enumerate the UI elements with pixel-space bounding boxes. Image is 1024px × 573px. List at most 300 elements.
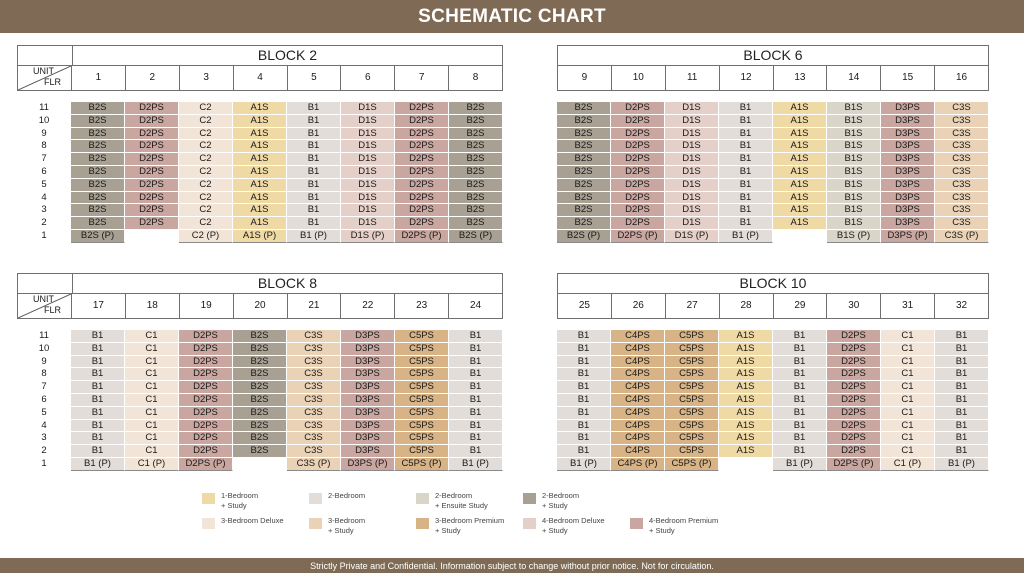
unit-cell[interactable]: C3S	[287, 445, 341, 458]
unit-cell[interactable]: B1	[71, 420, 125, 433]
unit-cell[interactable]: D1S	[341, 166, 395, 179]
unit-cell[interactable]: D3PS	[881, 102, 935, 115]
unit-cell[interactable]: D2PS	[611, 115, 665, 128]
unit-cell[interactable]: B2S (P)	[449, 230, 503, 243]
unit-cell[interactable]: B2S	[233, 432, 287, 445]
unit-cell[interactable]: B2S	[71, 115, 125, 128]
unit-cell[interactable]: B1	[287, 192, 341, 205]
unit-cell[interactable]: D2PS	[827, 420, 881, 433]
unit-cell[interactable]: A1S	[233, 204, 287, 217]
unit-cell[interactable]: B1	[71, 381, 125, 394]
unit-cell[interactable]: D2PS	[827, 445, 881, 458]
unit-cell[interactable]: D1S	[341, 179, 395, 192]
unit-cell[interactable]: B1	[719, 102, 773, 115]
unit-cell[interactable]: C3S	[935, 102, 989, 115]
unit-cell[interactable]: A1S	[233, 166, 287, 179]
unit-cell[interactable]: C5PS	[395, 407, 449, 420]
unit-cell[interactable]: A1S	[773, 192, 827, 205]
unit-cell[interactable]: B1	[773, 368, 827, 381]
unit-cell[interactable]: C3S	[287, 343, 341, 356]
unit-cell[interactable]: B1	[71, 445, 125, 458]
unit-cell[interactable]: B1	[935, 445, 989, 458]
unit-cell[interactable]: B1	[557, 343, 611, 356]
unit-cell[interactable]: C2	[179, 217, 233, 230]
unit-cell[interactable]: D1S	[665, 166, 719, 179]
unit-cell[interactable]: B1	[935, 394, 989, 407]
unit-cell[interactable]: B1	[719, 115, 773, 128]
unit-cell[interactable]: C3S	[935, 217, 989, 230]
unit-cell[interactable]: D2PS	[395, 217, 449, 230]
unit-cell[interactable]: B2S	[449, 102, 503, 115]
unit-cell[interactable]: B2S	[449, 166, 503, 179]
unit-cell[interactable]: C5PS	[665, 368, 719, 381]
unit-cell[interactable]: D2PS	[827, 394, 881, 407]
unit-cell[interactable]: C5PS (P)	[665, 458, 719, 471]
unit-cell[interactable]: C3S	[935, 128, 989, 141]
unit-cell[interactable]: D2PS	[395, 166, 449, 179]
unit-cell[interactable]: C4PS	[611, 381, 665, 394]
unit-cell[interactable]: C5PS	[665, 445, 719, 458]
unit-cell[interactable]: B1	[557, 432, 611, 445]
unit-cell[interactable]: B2S	[557, 179, 611, 192]
unit-cell[interactable]: C3S	[935, 153, 989, 166]
unit-cell[interactable]: B1	[449, 381, 503, 394]
unit-cell[interactable]: B1	[287, 217, 341, 230]
unit-cell[interactable]: D1S	[665, 128, 719, 141]
unit-cell[interactable]: B2S	[233, 330, 287, 343]
unit-cell[interactable]: B2S	[233, 407, 287, 420]
unit-cell[interactable]: C1	[881, 445, 935, 458]
unit-cell[interactable]: D3PS	[881, 153, 935, 166]
unit-cell[interactable]: D2PS	[827, 330, 881, 343]
unit-cell[interactable]: C3S	[287, 330, 341, 343]
unit-cell[interactable]: C5PS	[395, 368, 449, 381]
unit-cell[interactable]: D2PS	[179, 330, 233, 343]
unit-cell[interactable]: D1S	[341, 128, 395, 141]
unit-cell[interactable]: B1S	[827, 102, 881, 115]
unit-cell[interactable]: A1S	[233, 102, 287, 115]
unit-cell[interactable]: B1 (P)	[557, 458, 611, 471]
unit-cell[interactable]: B2S	[233, 381, 287, 394]
unit-cell[interactable]: B1	[449, 445, 503, 458]
unit-cell[interactable]: D1S	[665, 217, 719, 230]
unit-cell[interactable]: D2PS	[827, 356, 881, 369]
unit-cell[interactable]: B1S	[827, 115, 881, 128]
unit-cell[interactable]: B2S	[449, 204, 503, 217]
unit-cell[interactable]: C3S	[935, 115, 989, 128]
unit-cell[interactable]: D3PS	[341, 445, 395, 458]
unit-cell[interactable]: A1S	[773, 166, 827, 179]
unit-cell[interactable]: D2PS	[395, 153, 449, 166]
unit-cell[interactable]: C1	[125, 394, 179, 407]
unit-cell[interactable]: B1	[719, 192, 773, 205]
unit-cell[interactable]: D3PS	[341, 356, 395, 369]
unit-cell[interactable]: B1	[935, 407, 989, 420]
unit-cell[interactable]: D3PS	[881, 166, 935, 179]
unit-cell[interactable]: A1S (P)	[233, 230, 287, 243]
unit-cell[interactable]: B2S	[557, 192, 611, 205]
unit-cell[interactable]: D2PS	[395, 140, 449, 153]
unit-cell[interactable]: A1S	[773, 102, 827, 115]
unit-cell[interactable]: C5PS	[395, 381, 449, 394]
unit-cell[interactable]: D2PS	[611, 128, 665, 141]
unit-cell[interactable]: C4PS	[611, 445, 665, 458]
unit-cell[interactable]: B1	[557, 407, 611, 420]
unit-cell[interactable]: B1	[557, 394, 611, 407]
unit-cell[interactable]: C4PS	[611, 407, 665, 420]
unit-cell[interactable]: B2S	[449, 140, 503, 153]
unit-cell[interactable]: B2S	[71, 204, 125, 217]
unit-cell[interactable]: C1	[881, 432, 935, 445]
unit-cell[interactable]: D2PS	[611, 153, 665, 166]
unit-cell[interactable]: D2PS	[611, 204, 665, 217]
unit-cell[interactable]: C1	[881, 356, 935, 369]
unit-cell[interactable]: C1	[881, 368, 935, 381]
unit-cell[interactable]: D2PS	[125, 128, 179, 141]
unit-cell[interactable]: D3PS	[881, 192, 935, 205]
unit-cell[interactable]: D2PS	[179, 432, 233, 445]
unit-cell[interactable]: C3S (P)	[287, 458, 341, 471]
unit-cell[interactable]: B1	[287, 166, 341, 179]
unit-cell[interactable]: A1S	[233, 153, 287, 166]
unit-cell[interactable]: C4PS	[611, 432, 665, 445]
unit-cell[interactable]: D3PS	[881, 128, 935, 141]
unit-cell[interactable]: C5PS	[665, 394, 719, 407]
unit-cell[interactable]: C2	[179, 128, 233, 141]
unit-cell[interactable]: D1S	[665, 140, 719, 153]
unit-cell[interactable]: D2PS	[125, 217, 179, 230]
unit-cell[interactable]: B1	[287, 140, 341, 153]
unit-cell[interactable]: C5PS	[395, 432, 449, 445]
unit-cell[interactable]: C1 (P)	[125, 458, 179, 471]
unit-cell[interactable]: C1	[125, 330, 179, 343]
unit-cell[interactable]: B1	[449, 330, 503, 343]
unit-cell[interactable]: C3S	[935, 204, 989, 217]
unit-cell[interactable]: C4PS	[611, 356, 665, 369]
unit-cell[interactable]: C1	[881, 381, 935, 394]
unit-cell[interactable]: D2PS	[179, 394, 233, 407]
unit-cell[interactable]: A1S	[233, 192, 287, 205]
unit-cell[interactable]: A1S	[233, 115, 287, 128]
unit-cell[interactable]: B1	[719, 128, 773, 141]
unit-cell[interactable]: B1	[71, 343, 125, 356]
unit-cell[interactable]: C3S (P)	[935, 230, 989, 243]
unit-cell[interactable]: B1	[449, 432, 503, 445]
unit-cell[interactable]: A1S	[719, 432, 773, 445]
unit-cell[interactable]: B2S	[557, 166, 611, 179]
unit-cell[interactable]: B1	[449, 356, 503, 369]
unit-cell[interactable]: D3PS	[341, 343, 395, 356]
unit-cell[interactable]: B1	[557, 420, 611, 433]
unit-cell[interactable]: B2S	[557, 140, 611, 153]
unit-cell[interactable]: C3S	[287, 356, 341, 369]
unit-cell[interactable]: D1S	[665, 102, 719, 115]
unit-cell[interactable]: D3PS	[341, 407, 395, 420]
unit-cell[interactable]: C4PS (P)	[611, 458, 665, 471]
unit-cell[interactable]: D2PS	[827, 432, 881, 445]
unit-cell[interactable]: A1S	[233, 140, 287, 153]
unit-cell[interactable]: A1S	[719, 356, 773, 369]
unit-cell[interactable]: D2PS	[395, 192, 449, 205]
unit-cell[interactable]: B1	[449, 368, 503, 381]
unit-cell[interactable]: B2S	[449, 128, 503, 141]
unit-cell[interactable]: B2S	[233, 343, 287, 356]
unit-cell[interactable]: C1 (P)	[881, 458, 935, 471]
unit-cell[interactable]: D3PS	[341, 394, 395, 407]
unit-cell[interactable]: A1S	[773, 217, 827, 230]
unit-cell[interactable]: C4PS	[611, 420, 665, 433]
unit-cell[interactable]: A1S	[233, 217, 287, 230]
unit-cell[interactable]: D2PS	[125, 115, 179, 128]
unit-cell[interactable]: B2S (P)	[557, 230, 611, 243]
unit-cell[interactable]: D1S	[341, 204, 395, 217]
unit-cell[interactable]: C1	[125, 432, 179, 445]
unit-cell[interactable]: D2PS (P)	[611, 230, 665, 243]
unit-cell[interactable]: D2PS	[179, 445, 233, 458]
unit-cell[interactable]: D3PS	[881, 204, 935, 217]
unit-cell[interactable]: D1S (P)	[665, 230, 719, 243]
unit-cell[interactable]: C2	[179, 140, 233, 153]
unit-cell[interactable]: D1S	[665, 192, 719, 205]
unit-cell[interactable]: D2PS	[179, 407, 233, 420]
unit-cell[interactable]: B1 (P)	[449, 458, 503, 471]
unit-cell[interactable]: D3PS	[881, 115, 935, 128]
unit-cell[interactable]: A1S	[719, 343, 773, 356]
unit-cell[interactable]: B2S	[449, 217, 503, 230]
unit-cell[interactable]: B2S	[71, 140, 125, 153]
unit-cell[interactable]: B1S	[827, 204, 881, 217]
unit-cell[interactable]: D2PS	[395, 179, 449, 192]
unit-cell[interactable]: C5PS	[395, 394, 449, 407]
unit-cell[interactable]: B1	[449, 394, 503, 407]
unit-cell[interactable]: B1	[557, 356, 611, 369]
unit-cell[interactable]: A1S	[773, 153, 827, 166]
unit-cell[interactable]: C3S	[935, 179, 989, 192]
unit-cell[interactable]: A1S	[773, 140, 827, 153]
unit-cell[interactable]: D2PS	[827, 343, 881, 356]
unit-cell[interactable]: B1	[557, 445, 611, 458]
unit-cell[interactable]: D1S	[341, 115, 395, 128]
unit-cell[interactable]: C1	[881, 420, 935, 433]
unit-cell[interactable]: D2PS (P)	[395, 230, 449, 243]
unit-cell[interactable]: D2PS (P)	[179, 458, 233, 471]
unit-cell[interactable]: B1	[71, 407, 125, 420]
unit-cell[interactable]: B1S	[827, 166, 881, 179]
unit-cell[interactable]: D1S (P)	[341, 230, 395, 243]
unit-cell[interactable]: C1	[125, 368, 179, 381]
unit-cell[interactable]: C4PS	[611, 330, 665, 343]
unit-cell[interactable]: B2S (P)	[71, 230, 125, 243]
unit-cell[interactable]: A1S	[233, 128, 287, 141]
unit-cell[interactable]: A1S	[719, 381, 773, 394]
unit-cell[interactable]: B2S	[233, 356, 287, 369]
unit-cell[interactable]: C5PS	[665, 381, 719, 394]
unit-cell[interactable]: C3S	[287, 368, 341, 381]
unit-cell[interactable]: C5PS	[665, 330, 719, 343]
unit-cell[interactable]: D2PS	[611, 192, 665, 205]
unit-cell[interactable]: B1	[773, 343, 827, 356]
unit-cell[interactable]: B1	[719, 140, 773, 153]
unit-cell[interactable]: D2PS	[125, 140, 179, 153]
unit-cell[interactable]: C3S	[935, 166, 989, 179]
unit-cell[interactable]: B1	[71, 368, 125, 381]
unit-cell[interactable]: B1	[71, 432, 125, 445]
unit-cell[interactable]: B1 (P)	[71, 458, 125, 471]
unit-cell[interactable]: A1S	[719, 394, 773, 407]
unit-cell[interactable]: D1S	[341, 140, 395, 153]
unit-cell[interactable]: B2S	[71, 102, 125, 115]
unit-cell[interactable]: D1S	[665, 115, 719, 128]
unit-cell[interactable]: B1S	[827, 140, 881, 153]
unit-cell[interactable]: C5PS	[395, 343, 449, 356]
unit-cell[interactable]: B1S	[827, 192, 881, 205]
unit-cell[interactable]: A1S	[773, 128, 827, 141]
unit-cell[interactable]: D1S	[665, 204, 719, 217]
unit-cell[interactable]: D2PS	[125, 192, 179, 205]
unit-cell[interactable]: D2PS	[395, 128, 449, 141]
unit-cell[interactable]: C2	[179, 192, 233, 205]
unit-cell[interactable]: B1 (P)	[287, 230, 341, 243]
unit-cell[interactable]: B1	[287, 179, 341, 192]
unit-cell[interactable]: D2PS	[827, 368, 881, 381]
unit-cell[interactable]: D2PS	[125, 166, 179, 179]
unit-cell[interactable]: B1	[773, 432, 827, 445]
unit-cell[interactable]: D2PS	[827, 407, 881, 420]
unit-cell[interactable]: A1S	[719, 368, 773, 381]
unit-cell[interactable]: A1S	[233, 179, 287, 192]
unit-cell[interactable]: B1	[71, 356, 125, 369]
unit-cell[interactable]: A1S	[773, 204, 827, 217]
unit-cell[interactable]: B1S	[827, 217, 881, 230]
unit-cell[interactable]: C1	[125, 420, 179, 433]
unit-cell[interactable]: D1S	[341, 102, 395, 115]
unit-cell[interactable]: B1	[449, 407, 503, 420]
unit-cell[interactable]: A1S	[773, 179, 827, 192]
unit-cell[interactable]: C2	[179, 204, 233, 217]
unit-cell[interactable]: B2S	[557, 102, 611, 115]
unit-cell[interactable]: D2PS	[827, 381, 881, 394]
unit-cell[interactable]: B1S (P)	[827, 230, 881, 243]
unit-cell[interactable]: D3PS	[881, 217, 935, 230]
unit-cell[interactable]: D2PS	[611, 217, 665, 230]
unit-cell[interactable]: D2PS	[611, 102, 665, 115]
unit-cell[interactable]: C5PS	[665, 420, 719, 433]
unit-cell[interactable]: A1S	[719, 445, 773, 458]
unit-cell[interactable]: D1S	[665, 179, 719, 192]
unit-cell[interactable]: B1	[71, 394, 125, 407]
unit-cell[interactable]: B1	[773, 420, 827, 433]
unit-cell[interactable]: C3S	[287, 407, 341, 420]
unit-cell[interactable]: B1	[935, 381, 989, 394]
unit-cell[interactable]: B1	[773, 381, 827, 394]
unit-cell[interactable]: B2S	[557, 153, 611, 166]
unit-cell[interactable]: B2S	[71, 128, 125, 141]
unit-cell[interactable]: B2S	[233, 445, 287, 458]
unit-cell[interactable]: C1	[881, 394, 935, 407]
unit-cell[interactable]: C5PS	[665, 407, 719, 420]
unit-cell[interactable]: C5PS	[665, 356, 719, 369]
unit-cell[interactable]: D3PS	[341, 330, 395, 343]
unit-cell[interactable]: B2S	[71, 153, 125, 166]
unit-cell[interactable]: B1	[287, 153, 341, 166]
unit-cell[interactable]: B1	[935, 356, 989, 369]
unit-cell[interactable]: C1	[125, 343, 179, 356]
unit-cell[interactable]: B1	[773, 356, 827, 369]
unit-cell[interactable]: C2	[179, 153, 233, 166]
unit-cell[interactable]: D2PS	[611, 179, 665, 192]
unit-cell[interactable]: B1	[935, 420, 989, 433]
unit-cell[interactable]: C5PS	[395, 420, 449, 433]
unit-cell[interactable]: D1S	[665, 153, 719, 166]
unit-cell[interactable]: D2PS	[179, 420, 233, 433]
unit-cell[interactable]: D1S	[341, 192, 395, 205]
unit-cell[interactable]: B1	[719, 179, 773, 192]
unit-cell[interactable]: B1	[287, 102, 341, 115]
unit-cell[interactable]: B1	[935, 368, 989, 381]
unit-cell[interactable]: B1S	[827, 128, 881, 141]
unit-cell[interactable]: B2S	[71, 217, 125, 230]
unit-cell[interactable]: B1	[935, 343, 989, 356]
unit-cell[interactable]: D2PS	[179, 343, 233, 356]
unit-cell[interactable]: D3PS	[341, 420, 395, 433]
unit-cell[interactable]: C4PS	[611, 343, 665, 356]
unit-cell[interactable]: A1S	[719, 407, 773, 420]
unit-cell[interactable]: B1	[449, 420, 503, 433]
unit-cell[interactable]: D2PS (P)	[827, 458, 881, 471]
unit-cell[interactable]: B1 (P)	[935, 458, 989, 471]
unit-cell[interactable]: D2PS	[179, 368, 233, 381]
unit-cell[interactable]: C1	[125, 381, 179, 394]
unit-cell[interactable]: B2S	[71, 192, 125, 205]
unit-cell[interactable]: A1S	[773, 115, 827, 128]
unit-cell[interactable]: B1	[287, 204, 341, 217]
unit-cell[interactable]: C5PS	[395, 445, 449, 458]
unit-cell[interactable]: B1	[935, 330, 989, 343]
unit-cell[interactable]: D2PS	[395, 115, 449, 128]
unit-cell[interactable]: D2PS	[179, 381, 233, 394]
unit-cell[interactable]: D2PS	[395, 204, 449, 217]
unit-cell[interactable]: C5PS	[665, 432, 719, 445]
unit-cell[interactable]: B1	[557, 368, 611, 381]
unit-cell[interactable]: D2PS	[611, 140, 665, 153]
unit-cell[interactable]: D3PS (P)	[341, 458, 395, 471]
unit-cell[interactable]: B1	[287, 115, 341, 128]
unit-cell[interactable]: B1	[773, 394, 827, 407]
unit-cell[interactable]: C5PS (P)	[395, 458, 449, 471]
unit-cell[interactable]: B2S	[557, 204, 611, 217]
unit-cell[interactable]: B1	[449, 343, 503, 356]
unit-cell[interactable]: C1	[881, 407, 935, 420]
unit-cell[interactable]: B1S	[827, 153, 881, 166]
unit-cell[interactable]: C2	[179, 179, 233, 192]
unit-cell[interactable]: C3S	[935, 192, 989, 205]
unit-cell[interactable]: B1	[719, 153, 773, 166]
unit-cell[interactable]: D2PS	[611, 166, 665, 179]
unit-cell[interactable]: B2S	[449, 115, 503, 128]
unit-cell[interactable]: B2S	[449, 179, 503, 192]
unit-cell[interactable]: D2PS	[125, 102, 179, 115]
unit-cell[interactable]: B2S	[449, 192, 503, 205]
unit-cell[interactable]: C2	[179, 102, 233, 115]
unit-cell[interactable]: C5PS	[395, 330, 449, 343]
unit-cell[interactable]: B1	[557, 381, 611, 394]
unit-cell[interactable]: C2 (P)	[179, 230, 233, 243]
unit-cell[interactable]: B2S	[557, 217, 611, 230]
unit-cell[interactable]: C3S	[935, 140, 989, 153]
unit-cell[interactable]: B1	[719, 217, 773, 230]
unit-cell[interactable]: D3PS (P)	[881, 230, 935, 243]
unit-cell[interactable]: B1	[557, 330, 611, 343]
